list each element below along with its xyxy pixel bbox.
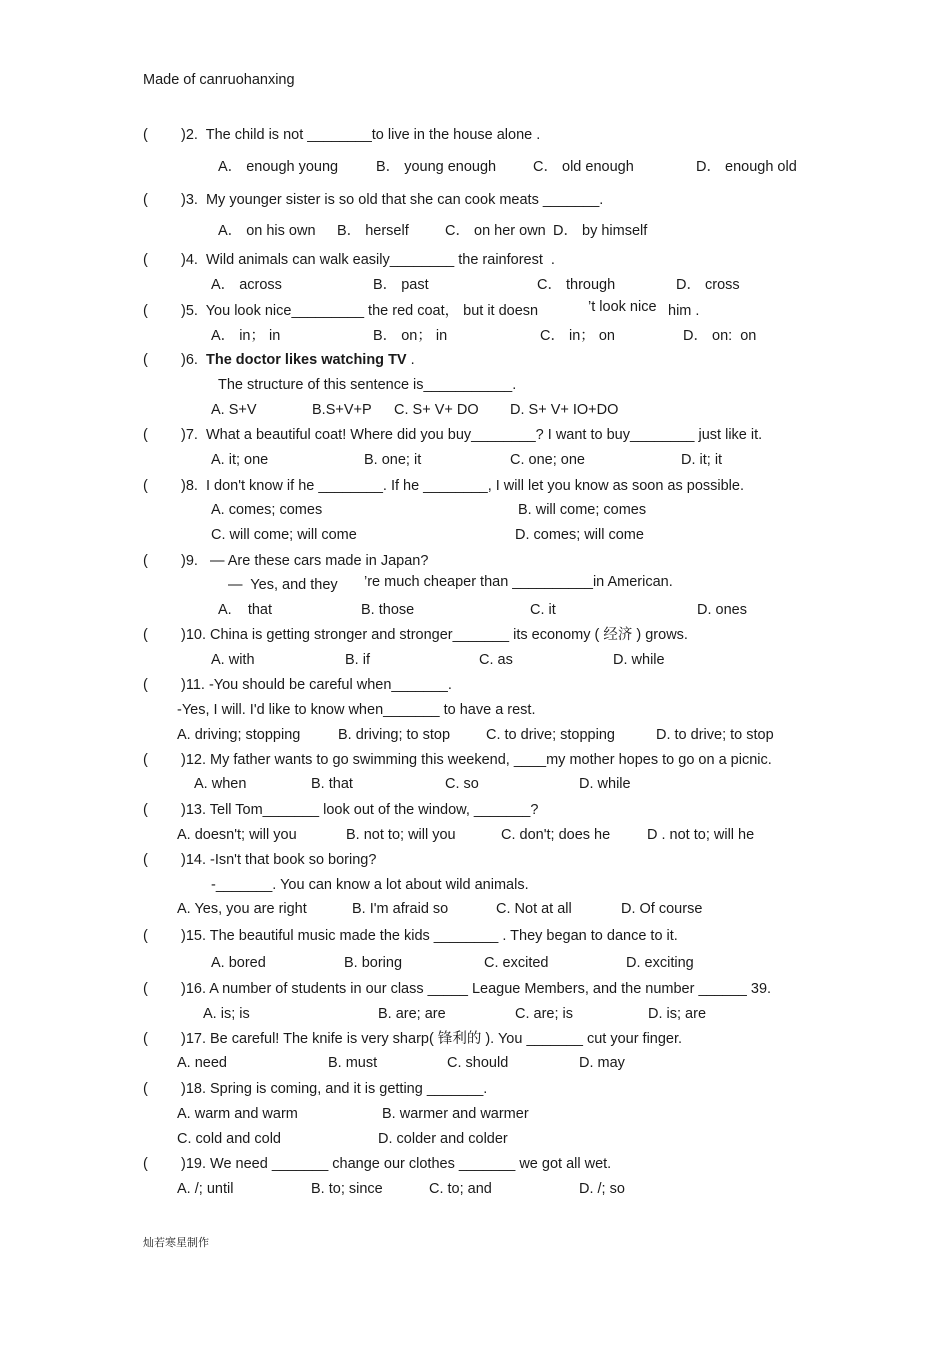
option-d: D. may: [579, 1055, 625, 1071]
answer-paren: (: [143, 802, 148, 818]
option-a: A. need: [177, 1055, 227, 1071]
question-stem: )8. I don't know if he ________. If he ________, I will let you know as soon as possible.: [181, 478, 744, 494]
option-b: B. must: [328, 1055, 378, 1071]
question-stem-tail: ’t look nice: [588, 299, 657, 315]
option-c: C. cold and cold: [177, 1131, 281, 1147]
option-a: A. doesn't; will you: [177, 827, 297, 843]
option-a: A. S+V: [211, 402, 257, 418]
option-d: D. to drive; to stop: [656, 727, 774, 743]
option-a: A. with: [211, 652, 255, 668]
option-b: B． on； in: [373, 328, 448, 344]
option-c: C． old enough: [533, 159, 634, 175]
answer-paren: (: [143, 1081, 148, 1097]
option-c: C． through: [537, 277, 616, 293]
option-d: D. exciting: [626, 955, 694, 971]
answer-paren: (: [143, 192, 148, 208]
answer-paren: (: [143, 677, 148, 693]
answer-paren: (: [143, 1031, 148, 1047]
option-c: C. will come; will come: [211, 527, 357, 543]
answer-paren: (: [143, 1156, 148, 1172]
question-stem: )10. China is getting stronger and stronger_______ its economy ( 经济 ) grows.: [181, 627, 688, 643]
option-c: C. to; and: [429, 1181, 492, 1197]
question-stem: )7. What a beautiful coat! Where did you buy________? I want to buy________ just like it.: [181, 427, 763, 443]
option-a: A. that: [218, 602, 272, 618]
option-a: A. when: [194, 776, 247, 792]
option-c: C. should: [447, 1055, 509, 1071]
option-b: B． past: [373, 277, 429, 293]
answer-paren: (: [143, 752, 148, 768]
option-a: A． on his own: [218, 223, 316, 239]
option-d: D . not to; will he: [647, 827, 755, 843]
answer-paren: (: [143, 352, 148, 368]
page-header: Made of canruohanxing: [143, 72, 295, 88]
option-b: B. that: [311, 776, 353, 792]
option-b: B. one; it: [364, 452, 422, 468]
page-footer: 灿若寒星制作: [143, 1236, 209, 1249]
answer-paren: (: [143, 303, 148, 319]
option-b: B． herself: [337, 223, 409, 239]
option-c: C. to drive; stopping: [486, 727, 615, 743]
option-c: C. it: [530, 602, 556, 618]
option-d: D. S+ V+ IO+DO: [510, 402, 619, 418]
option-b: B. driving; to stop: [338, 727, 451, 743]
option-b: B． young enough: [376, 159, 497, 175]
stem-suffix: .: [406, 352, 415, 368]
option-a: A. comes; comes: [211, 502, 323, 518]
answer-paren: (: [143, 127, 148, 143]
option-d: D. while: [579, 776, 631, 792]
option-c: C． on her own: [445, 223, 546, 239]
question-stem: [181, 353, 415, 368]
question-sub: -Yes, I will. I'd like to know when_______ to have a rest.: [177, 702, 536, 718]
option-b: B. if: [345, 652, 370, 668]
answer-paren: (: [143, 627, 148, 643]
question-stem: )2. The child is not ________to live in the house alone .: [181, 127, 541, 143]
option-d: D． cross: [676, 277, 740, 293]
question-stem: )3. My younger sister is so old that she can cook meats _______.: [181, 192, 604, 208]
option-d: D. is; are: [648, 1006, 707, 1022]
option-d: D． on: on: [683, 328, 757, 344]
option-b: B. those: [361, 602, 415, 618]
option-a: A. /; until: [177, 1181, 234, 1197]
option-c: C. don't; does he: [501, 827, 611, 843]
option-a: A． in； in: [211, 328, 281, 344]
answer-paren: (: [143, 478, 148, 494]
answer-paren: (: [143, 852, 148, 868]
option-d: D. Of course: [621, 901, 703, 917]
option-c: C. one; one: [510, 452, 585, 468]
option-b: B. are; are: [378, 1006, 446, 1022]
option-b: B. not to; will you: [346, 827, 456, 843]
question-sub: -_______. You can know a lot about wild animals.: [211, 877, 529, 893]
option-c: C. excited: [484, 955, 549, 971]
answer-paren: (: [143, 427, 148, 443]
question-stem: )5. You look nice_________ the red coat， but it doesn: [181, 303, 539, 319]
option-a: A. it; one: [211, 452, 269, 468]
option-a: A. bored: [211, 955, 266, 971]
question-stem: )9. — Are these cars made in Japan?: [181, 553, 429, 569]
option-c: C. Not at all: [496, 901, 572, 917]
option-c: C. are; is: [515, 1006, 574, 1022]
answer-paren: (: [143, 981, 148, 997]
option-d: D． enough old: [696, 159, 797, 175]
question-stem: )14. -Isn't that book so boring?: [181, 852, 377, 868]
question-stem: )15. The beautiful music made the kids ________ . They began to dance to it.: [181, 928, 678, 944]
answer-paren: (: [143, 553, 148, 569]
option-d: D. comes; will come: [515, 527, 644, 543]
option-c: C. as: [479, 652, 513, 668]
option-d: D. while: [613, 652, 665, 668]
option-b: B.S+V+P: [312, 402, 372, 418]
option-b: B. to; since: [311, 1181, 383, 1197]
option-d: D． by himself: [553, 223, 648, 239]
option-a: A. is; is: [203, 1006, 250, 1022]
question-stem: )19. We need _______ change our clothes _______ we got all wet.: [181, 1156, 612, 1172]
question-stem: )18. Spring is coming, and it is getting _______.: [181, 1081, 488, 1097]
option-b: B. will come; comes: [518, 502, 647, 518]
stem-bold: The doctor likes watching TV: [205, 352, 407, 368]
question-stem: )16. A number of students in our class _____ League Members, and the number ______ 39.: [181, 981, 772, 997]
option-b: B. warmer and warmer: [382, 1106, 529, 1122]
option-c: C． in； on: [540, 328, 615, 344]
option-c: C. S+ V+ DO: [394, 402, 479, 418]
question-stem: )12. My father wants to go swimming this weekend, ____my mother hopes to go on a picnic.: [181, 752, 772, 768]
option-a: A. driving; stopping: [177, 727, 301, 743]
question-sub: The structure of this sentence is___________.: [218, 377, 517, 393]
option-b: B. boring: [344, 955, 403, 971]
question-stem: )13. Tell Tom_______ look out of the window, _______?: [181, 802, 539, 818]
question-stem: )11. -You should be careful when_______.: [181, 677, 452, 693]
question-stem: )4. Wild animals can walk easily________ the rainforest .: [181, 252, 555, 268]
option-c: C. so: [445, 776, 479, 792]
option-d: D. it; it: [681, 452, 723, 468]
option-d: D. ones: [697, 602, 747, 618]
answer-paren: (: [143, 252, 148, 268]
answer-paren: (: [143, 928, 148, 944]
question-sub-tail: ’re much cheaper than __________in American.: [364, 574, 673, 590]
stem-prefix: )6.: [181, 352, 206, 368]
option-a: A. Yes, you are right: [177, 901, 307, 917]
option-d: D. /; so: [579, 1181, 625, 1197]
question-sub: — Yes, and they: [228, 577, 338, 593]
question-stem: )17. Be careful! The knife is very sharp( 锋利的 ). You _______ cut your finger.: [181, 1031, 683, 1047]
option-d: D. colder and colder: [378, 1131, 508, 1147]
option-a: A． across: [211, 277, 282, 293]
option-b: B. I'm afraid so: [352, 901, 449, 917]
option-a: A． enough young: [218, 159, 339, 175]
question-stem-tail-2: him .: [668, 303, 700, 319]
option-a: A. warm and warm: [177, 1106, 298, 1122]
